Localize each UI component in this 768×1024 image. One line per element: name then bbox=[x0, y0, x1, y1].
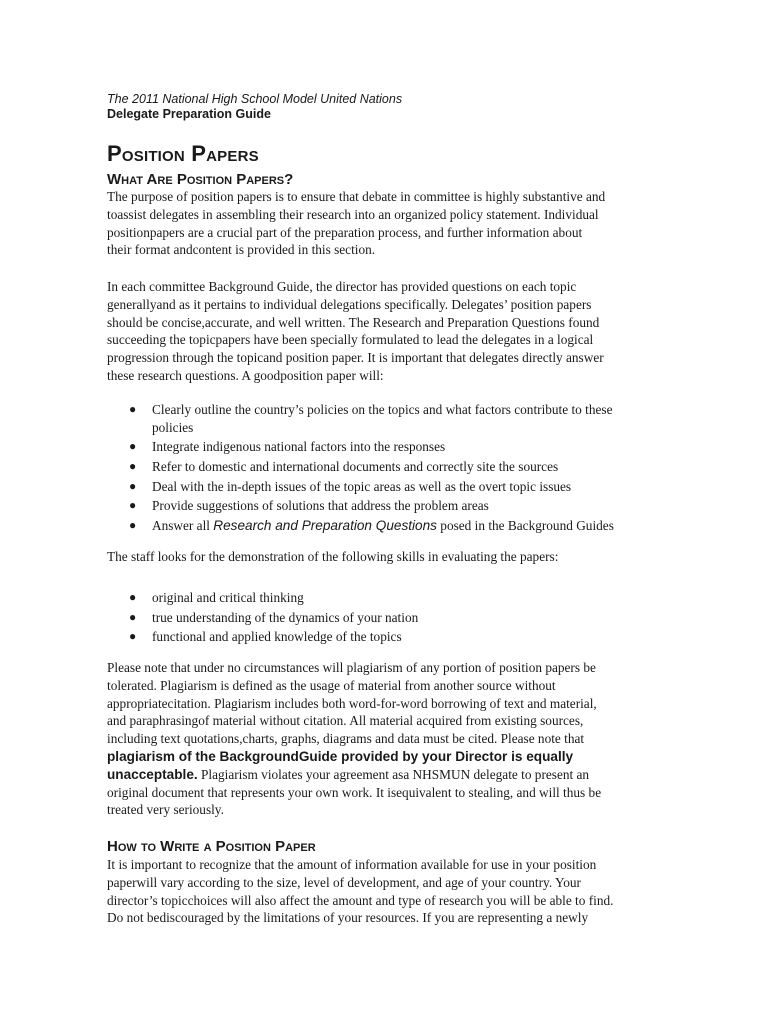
list-item-line: Clearly outline the country’s policies on the topics and what factors contribute to these bbox=[152, 402, 613, 417]
paragraph-line: In each committee Background Guide, the director has provided questions on each topic bbox=[107, 279, 577, 294]
bullet-icon: ● bbox=[129, 498, 137, 513]
bullet-icon: ● bbox=[129, 629, 137, 644]
paragraph-line: director’s topicchoices will also affect the amount and type of research you will be able to find. bbox=[107, 892, 614, 908]
page-title: Position Papers bbox=[107, 141, 259, 166]
header-guide-name: Delegate Preparation Guide bbox=[107, 107, 271, 121]
list-item-line: Integrate indigenous national factors into the responses bbox=[152, 439, 446, 455]
bullet-icon: ● bbox=[129, 402, 137, 416]
header-conference-name: The 2011 National High School Model United Nations bbox=[107, 92, 403, 106]
list-item-text: Answer all bbox=[152, 517, 214, 533]
emphasized-term: Research and Preparation Questions bbox=[213, 517, 437, 533]
paragraph-line: It is important to recognize that the amount of information available for use in your position bbox=[107, 857, 597, 872]
paragraph-line: appropriatecitation. Plagiarism includes both word-for-word borrowing of text and material, bbox=[107, 695, 597, 711]
list-item bbox=[107, 438, 672, 456]
bullet-icon: ● bbox=[129, 609, 137, 624]
paragraph-line: and paraphrasingof material without citation. All material acquired from existing sources, bbox=[107, 713, 584, 729]
paragraph-background-guide bbox=[107, 278, 667, 385]
list-item bbox=[107, 497, 672, 515]
plagiarism-warning-bold: unacceptable. bbox=[107, 766, 198, 782]
section-heading-how-to-write: How to Write a Position Paper bbox=[107, 838, 316, 855]
paragraph-line: including text quotations,charts, graphs, diagrams and data must be cited. Please note that bbox=[107, 731, 585, 747]
list-item bbox=[107, 517, 672, 535]
paragraph-line: Please note that under no circumstances will plagiarism of any portion of position papers be bbox=[107, 660, 596, 675]
paragraph-skills-intro bbox=[107, 548, 667, 566]
skills-list bbox=[107, 589, 672, 648]
paragraph-line: Do not bediscouraged by the limitations of your resources. If you are representing a newly bbox=[107, 910, 589, 926]
list-item-line: Deal with the in-depth issues of the topic areas as well as the overt topic issues bbox=[152, 478, 572, 494]
paragraph-line: their format andcontent is provided in this section. bbox=[107, 242, 376, 258]
paragraph-line: tolerated. Plagiarism is defined as the usage of material from another source without bbox=[107, 677, 556, 693]
list-item-line bbox=[152, 517, 672, 535]
section-heading-what-are: What Are Position Papers? bbox=[107, 171, 294, 188]
paragraph-line: succeeding the topicpapers have been specially formulated to lead the delegates in a logical bbox=[107, 332, 594, 348]
paragraph-line bbox=[107, 766, 667, 784]
list-item-line: Refer to domestic and international documents and correctly site the sources bbox=[152, 458, 559, 474]
paragraph-line: should be concise,accurate, and well written. The Research and Preparation Questions found bbox=[107, 314, 600, 330]
paragraph-plagiarism bbox=[107, 659, 667, 819]
paragraph-line: progression through the topicand position paper. It is important that delegates directly answer bbox=[107, 350, 604, 366]
paragraph-line: generallyand as it pertains to individual delegations specifically. Delegates’ position papers bbox=[107, 296, 592, 312]
bullet-icon: ● bbox=[129, 458, 137, 473]
list-item bbox=[107, 458, 672, 476]
list-item-text: posed in the Background Guides bbox=[436, 517, 614, 533]
plagiarism-warning-bold: plagiarism of the BackgroundGuide provided by your Director is equally bbox=[107, 748, 574, 764]
paragraph-line: The staff looks for the demonstration of the following skills in evaluating the papers: bbox=[107, 549, 559, 564]
paragraph-line: paperwill vary according to the size, level of development, and age of your country. Your bbox=[107, 874, 581, 890]
list-item bbox=[107, 478, 672, 496]
paragraph-line: toassist delegates in assembling their research into an organized policy statement. Individual bbox=[107, 206, 599, 222]
paragraph-line: The purpose of position papers is to ensure that debate in committee is highly substantive and bbox=[107, 189, 606, 204]
paragraph-line: original document that represents your own work. It isequivalent to stealing, and will thus be bbox=[107, 784, 602, 800]
bullet-icon: ● bbox=[129, 439, 137, 454]
list-item bbox=[107, 609, 672, 627]
paragraph-line: treated very seriously. bbox=[107, 802, 224, 818]
list-item-line: policies bbox=[152, 419, 194, 435]
list-item-line: functional and applied knowledge of the topics bbox=[152, 629, 402, 645]
list-item bbox=[107, 628, 672, 646]
good-paper-criteria-list bbox=[107, 401, 672, 536]
bullet-icon: ● bbox=[129, 478, 137, 493]
list-item-line: true understanding of the dynamics of your nation bbox=[152, 609, 419, 625]
paragraph-line: these research questions. A goodposition paper will: bbox=[107, 367, 384, 383]
list-item-line: original and critical thinking bbox=[152, 590, 304, 605]
paragraph-purpose bbox=[107, 188, 667, 259]
list-item bbox=[107, 589, 672, 607]
paragraph-text: Plagiarism violates your agreement asa NHSMUN delegate to present an bbox=[197, 766, 590, 782]
list-item bbox=[107, 401, 672, 437]
paragraph-line: positionpapers are a crucial part of the preparation process, and further information about bbox=[107, 224, 583, 240]
paragraph-information-amount bbox=[107, 856, 667, 927]
bullet-icon: ● bbox=[129, 590, 137, 604]
list-item-line: Provide suggestions of solutions that address the problem areas bbox=[152, 498, 489, 514]
bullet-icon: ● bbox=[129, 517, 137, 532]
